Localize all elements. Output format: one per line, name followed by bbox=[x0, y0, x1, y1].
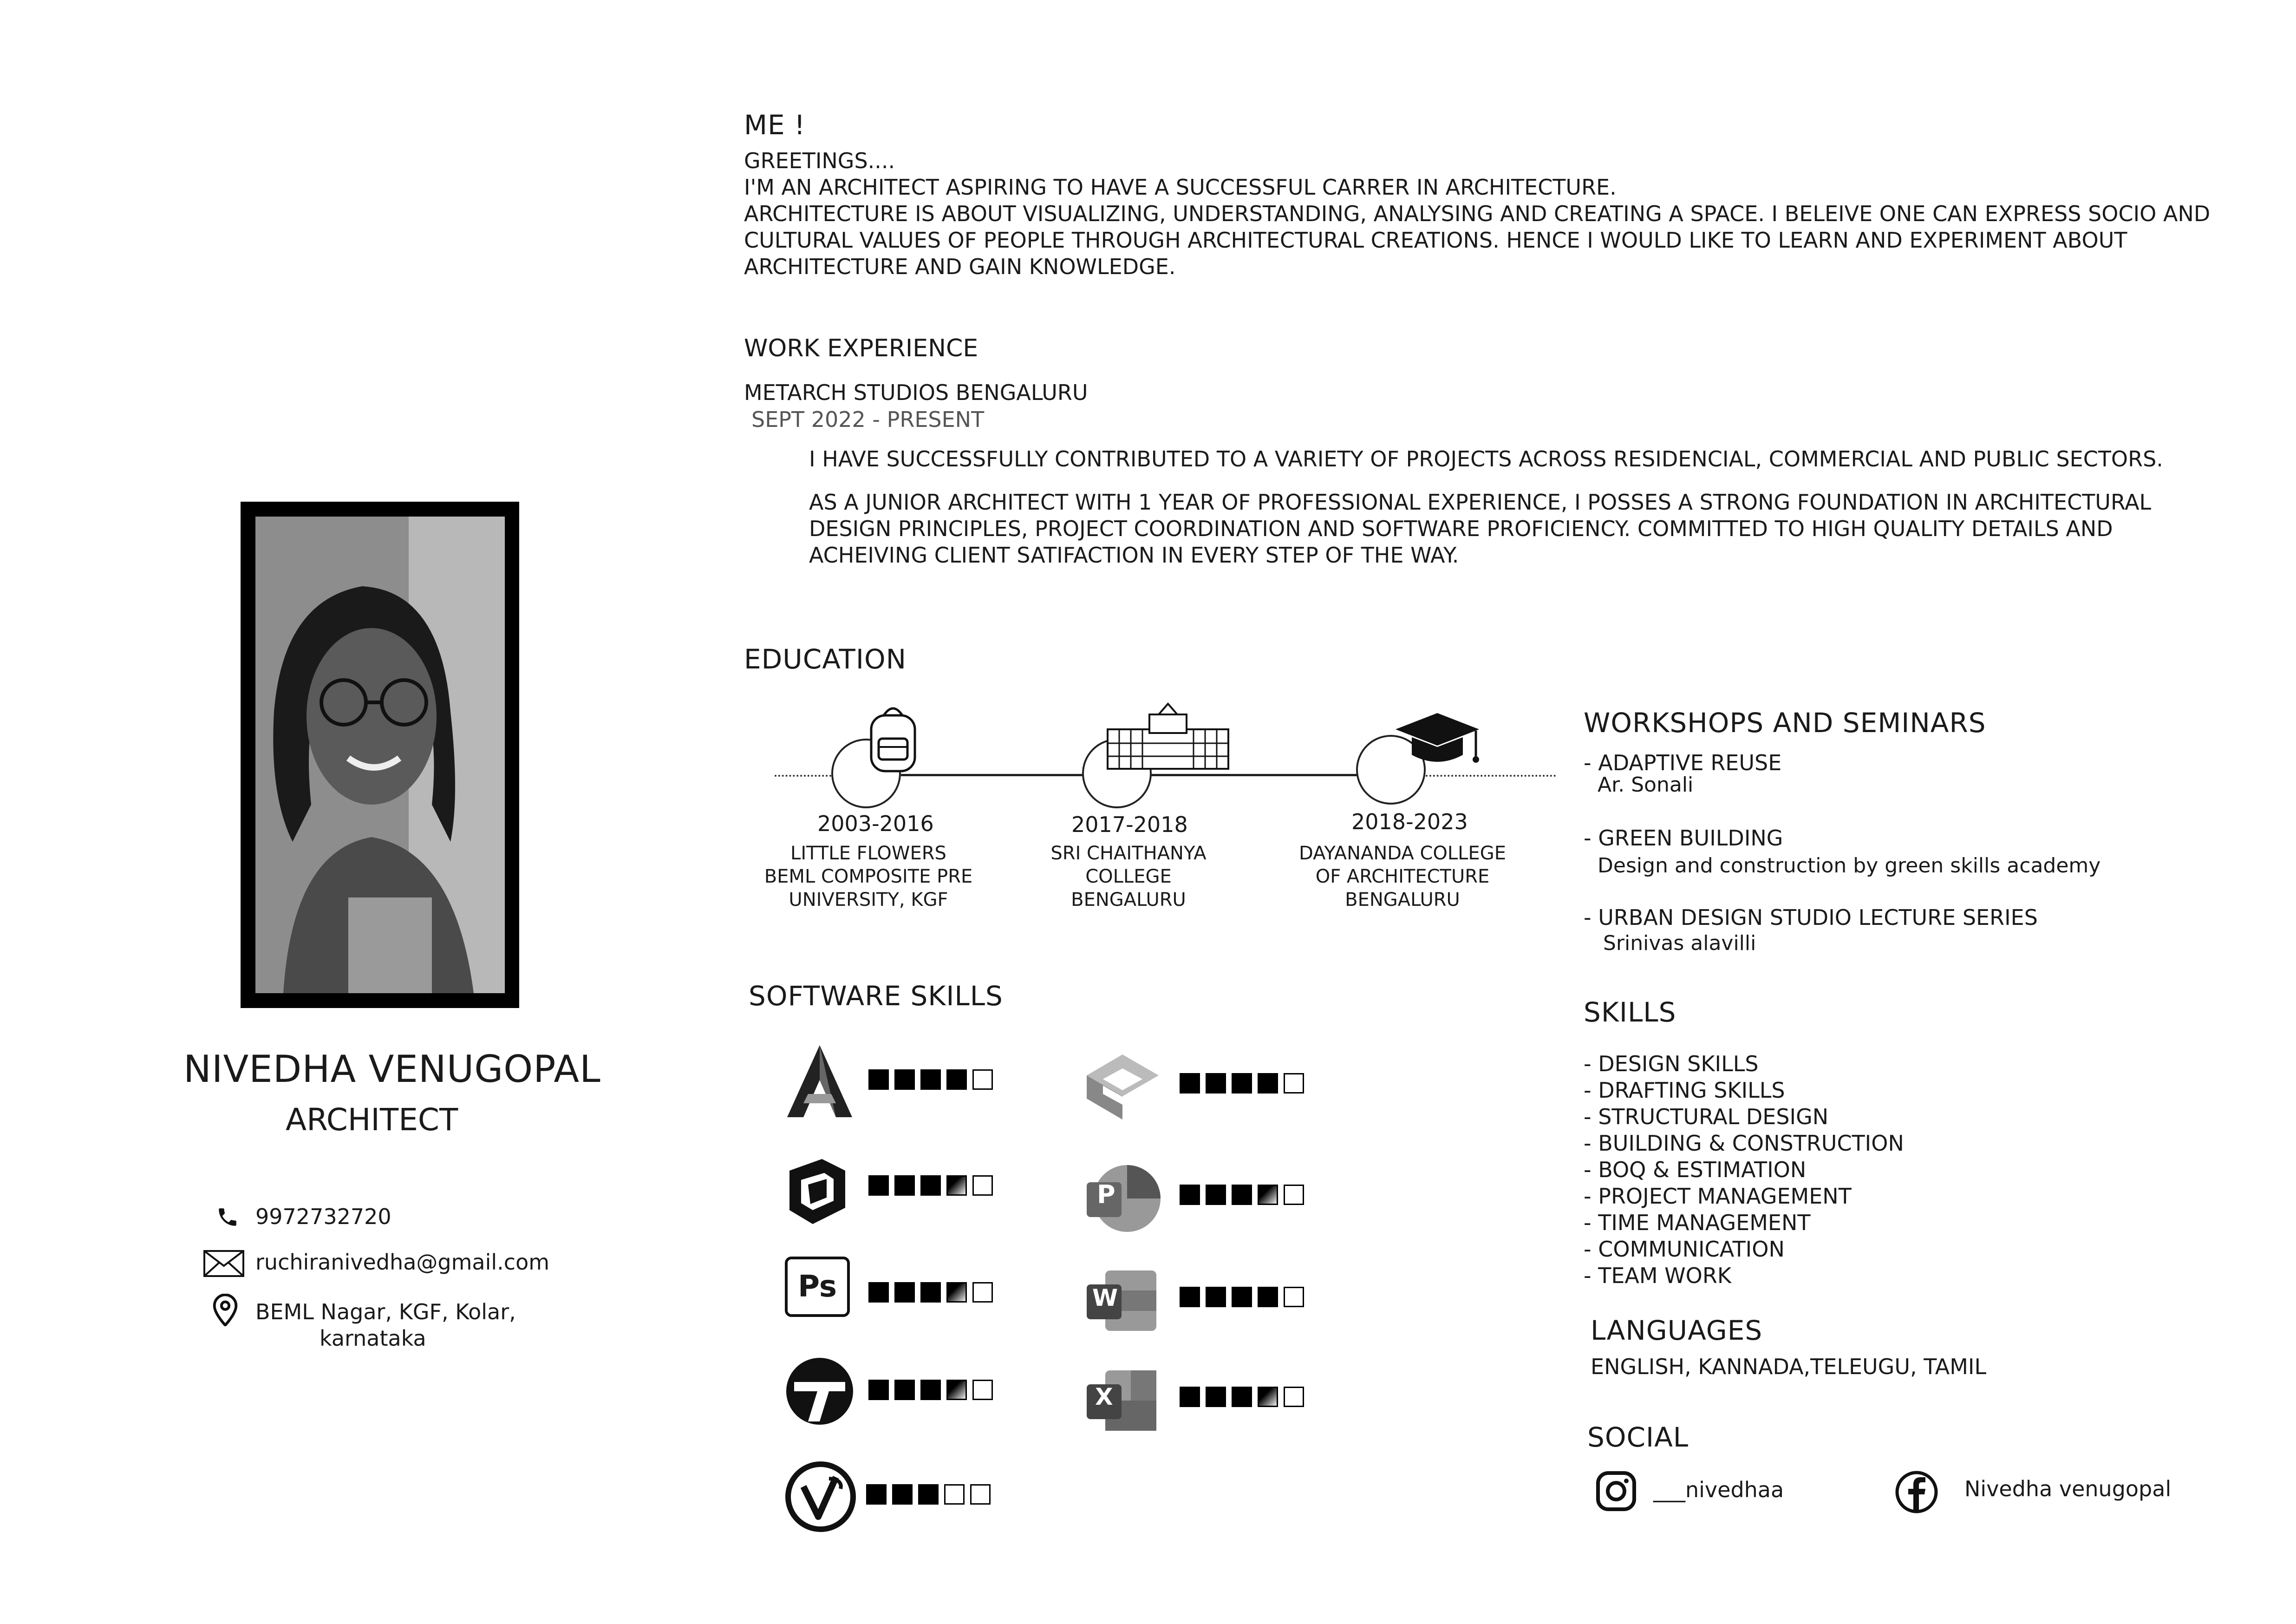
powerpoint-icon bbox=[1084, 1164, 1163, 1235]
education-years: 2003-2016 bbox=[817, 811, 934, 836]
education-line: BENGALURU bbox=[1345, 889, 1460, 910]
facebook-icon[interactable] bbox=[1895, 1470, 1939, 1516]
skill-level-box bbox=[1258, 1387, 1278, 1407]
skill-level-box bbox=[1284, 1073, 1304, 1094]
skill-item: - TEAM WORK bbox=[1584, 1263, 1731, 1288]
timeline-dotted-end bbox=[1426, 775, 1556, 777]
skill-level-box bbox=[892, 1484, 913, 1505]
education-line: BENGALURU bbox=[1071, 889, 1186, 910]
skill-level-box bbox=[946, 1282, 967, 1303]
address-line1: BEML Nagar, KGF, Kolar, bbox=[255, 1299, 516, 1324]
skill-level-box bbox=[1180, 1387, 1200, 1407]
skill-level-box bbox=[868, 1175, 889, 1196]
languages-heading: LANGUAGES bbox=[1591, 1315, 1763, 1346]
instagram-handle[interactable]: ___nivedhaa bbox=[1653, 1477, 1784, 1502]
education-line: UNIVERSITY, KGF bbox=[789, 889, 948, 910]
skill-level-box bbox=[894, 1175, 915, 1196]
work-company: METARCH STUDIOS BENGALURU bbox=[744, 380, 1088, 405]
skill-level-box bbox=[1232, 1287, 1252, 1307]
skill-level-box bbox=[1206, 1387, 1226, 1407]
skill-level-box bbox=[1258, 1287, 1278, 1307]
skill-item: - COMMUNICATION bbox=[1584, 1237, 1785, 1262]
work-line: DESIGN PRINCIPLES, PROJECT COORDINATION AND SOFTWARE PROFICIENCY. COMMITTED TO HIGH QUALITY DETAILS AND bbox=[809, 516, 2113, 541]
profile-title: ARCHITECT bbox=[286, 1102, 458, 1138]
facebook-name[interactable]: Nivedha venugopal bbox=[1964, 1476, 2172, 1501]
enscape-icon bbox=[1084, 1052, 1161, 1124]
skill-level-box bbox=[1232, 1387, 1252, 1407]
skill-meter bbox=[868, 1069, 993, 1090]
about-heading: ME ! bbox=[744, 109, 806, 141]
skill-level-box bbox=[1284, 1387, 1304, 1407]
workshops-heading: WORKSHOPS AND SEMINARS bbox=[1584, 707, 1986, 739]
skill-level-box bbox=[918, 1484, 939, 1505]
profile-name: NIVEDHA VENUGOPAL bbox=[183, 1048, 601, 1091]
twinmotion-icon bbox=[785, 1356, 854, 1428]
skill-level-box bbox=[946, 1175, 967, 1196]
phone-icon bbox=[216, 1205, 239, 1231]
sketchup-icon bbox=[785, 1157, 850, 1228]
skill-level-box bbox=[868, 1380, 889, 1400]
skill-meter bbox=[1180, 1185, 1304, 1205]
graduation-cap-icon bbox=[1391, 708, 1484, 771]
skill-level-box bbox=[970, 1484, 991, 1505]
about-line: CULTURAL VALUES OF PEOPLE THROUGH ARCHITECTURAL CREATIONS. HENCE I WOULD LIKE TO LEARN AND EXPERIMENT ABOUT bbox=[744, 228, 2127, 253]
word-letter: W bbox=[1092, 1284, 1118, 1311]
skill-level-box bbox=[946, 1380, 967, 1400]
work-heading: WORK EXPERIENCE bbox=[744, 334, 978, 362]
skills-heading: SKILLS bbox=[1584, 996, 1676, 1028]
skill-level-box bbox=[1180, 1287, 1200, 1307]
profile-photo bbox=[255, 517, 505, 993]
skill-level-box bbox=[972, 1069, 993, 1090]
skill-item: - TIME MANAGEMENT bbox=[1584, 1210, 1811, 1235]
education-institution bbox=[762, 842, 975, 911]
skill-level-box bbox=[1284, 1185, 1304, 1205]
skill-level-box bbox=[1232, 1073, 1252, 1094]
skill-level-box bbox=[1258, 1185, 1278, 1205]
skill-meter bbox=[1180, 1287, 1304, 1307]
skill-level-box bbox=[1206, 1185, 1226, 1205]
excel-letter: X bbox=[1095, 1383, 1113, 1410]
skill-level-box bbox=[894, 1282, 915, 1303]
skill-item: - DESIGN SKILLS bbox=[1584, 1051, 1759, 1076]
email-icon bbox=[203, 1250, 245, 1279]
software-heading: SOFTWARE SKILLS bbox=[749, 980, 1003, 1012]
work-line: AS A JUNIOR ARCHITECT WITH 1 YEAR OF PROFESSIONAL EXPERIENCE, I POSSES A STRONG FOUNDATION IN ARCHITECTURAL bbox=[809, 490, 2152, 515]
education-line: COLLEGE bbox=[1085, 866, 1172, 887]
skills-list bbox=[1584, 1051, 1904, 1289]
phone-number[interactable]: 9972732720 bbox=[255, 1204, 391, 1229]
skill-meter bbox=[1180, 1073, 1304, 1094]
instagram-icon[interactable] bbox=[1595, 1470, 1637, 1514]
skill-level-box bbox=[894, 1069, 915, 1090]
skill-level-box bbox=[920, 1380, 941, 1400]
skill-level-box bbox=[1284, 1287, 1304, 1307]
skill-level-box bbox=[944, 1484, 965, 1505]
college-building-icon bbox=[1103, 701, 1233, 773]
workshop-speaker: Ar. Sonali bbox=[1598, 773, 1694, 797]
autocad-icon bbox=[785, 1043, 854, 1121]
workshop-speaker: Srinivas alavilli bbox=[1603, 931, 1756, 955]
skill-level-box bbox=[920, 1282, 941, 1303]
timeline-dotted-start bbox=[775, 775, 835, 777]
education-line: SRI CHAITHANYA bbox=[1050, 843, 1207, 864]
education-years: 2017-2018 bbox=[1071, 812, 1188, 837]
photoshop-icon: Ps bbox=[785, 1257, 850, 1317]
vray-icon bbox=[785, 1461, 857, 1535]
about-line: ARCHITECTURE AND GAIN KNOWLEDGE. bbox=[744, 254, 1176, 279]
education-line: BEML COMPOSITE PRE bbox=[764, 866, 973, 887]
skill-meter bbox=[866, 1484, 991, 1505]
skill-level-box bbox=[1232, 1185, 1252, 1205]
skill-level-box bbox=[866, 1484, 887, 1505]
skill-level-box bbox=[920, 1069, 941, 1090]
powerpoint-letter: P bbox=[1097, 1180, 1115, 1209]
skill-level-box bbox=[1206, 1287, 1226, 1307]
work-paragraph-2 bbox=[809, 489, 2151, 569]
skill-level-box bbox=[1180, 1185, 1200, 1205]
education-institution bbox=[1022, 842, 1235, 911]
skill-level-box bbox=[894, 1380, 915, 1400]
skill-item: - BUILDING & CONSTRUCTION bbox=[1584, 1131, 1904, 1156]
workshop-title: - ADAPTIVE REUSE bbox=[1584, 750, 1782, 775]
skill-level-box bbox=[972, 1380, 993, 1400]
workshop-speaker: Design and construction by green skills academy bbox=[1598, 854, 2101, 877]
education-line: LITTLE FLOWERS bbox=[790, 843, 946, 864]
education-years: 2018-2023 bbox=[1351, 809, 1468, 834]
location-pin-icon bbox=[212, 1294, 238, 1328]
education-line: OF ARCHITECTURE bbox=[1315, 866, 1490, 887]
skill-meter bbox=[868, 1282, 993, 1303]
work-period: SEPT 2022 - PRESENT bbox=[751, 407, 985, 432]
skill-item: - DRAFTING SKILLS bbox=[1584, 1078, 1785, 1103]
email-address[interactable]: ruchiranivedha@gmail.com bbox=[255, 1250, 550, 1275]
skill-item: - STRUCTURAL DESIGN bbox=[1584, 1104, 1829, 1129]
about-text bbox=[744, 148, 2210, 280]
skill-item: - PROJECT MANAGEMENT bbox=[1584, 1184, 1852, 1209]
skill-level-box bbox=[868, 1282, 889, 1303]
education-line: DAYANANDA COLLEGE bbox=[1299, 843, 1506, 864]
backpack-icon bbox=[863, 701, 923, 778]
skill-meter bbox=[868, 1175, 993, 1196]
about-line: ARCHITECTURE IS ABOUT VISUALIZING, UNDERSTANDING, ANALYSING AND CREATING A SPACE. I BELEIVE ONE CAN EXPRESS SOCIO AND bbox=[744, 201, 2211, 226]
skill-item: - BOQ & ESTIMATION bbox=[1584, 1157, 1807, 1182]
about-line: GREETINGS.... bbox=[744, 148, 895, 173]
skill-level-box bbox=[946, 1069, 967, 1090]
skill-level-box bbox=[920, 1175, 941, 1196]
workshop-title: - GREEN BUILDING bbox=[1584, 825, 1783, 851]
skill-level-box bbox=[972, 1175, 993, 1196]
skill-meter bbox=[868, 1380, 993, 1400]
skill-level-box bbox=[1180, 1073, 1200, 1094]
about-line: I'M AN ARCHITECT ASPIRING TO HAVE A SUCCESSFUL CARRER IN ARCHITECTURE. bbox=[744, 175, 1617, 200]
workshop-title: - URBAN DESIGN STUDIO LECTURE SERIES bbox=[1584, 905, 2038, 930]
skill-meter bbox=[1180, 1387, 1304, 1407]
skill-level-box bbox=[1258, 1073, 1278, 1094]
education-heading: EDUCATION bbox=[744, 643, 907, 675]
skill-level-box bbox=[1206, 1073, 1226, 1094]
work-line: ACHEIVING CLIENT SATIFACTION IN EVERY STEP OF THE WAY. bbox=[809, 543, 1459, 568]
address-line2: karnataka bbox=[320, 1326, 426, 1351]
work-paragraph-1: I HAVE SUCCESSFULLY CONTRIBUTED TO A VARIETY OF PROJECTS ACROSS RESIDENCIAL, COMMERCIAL AND PUBLIC SECTORS. bbox=[809, 446, 2163, 471]
social-heading: SOCIAL bbox=[1587, 1421, 1689, 1453]
skill-level-box bbox=[972, 1282, 993, 1303]
languages-list: ENGLISH, KANNADA,TELEUGU, TAMIL bbox=[1591, 1354, 1987, 1379]
skill-level-box bbox=[868, 1069, 889, 1090]
education-institution bbox=[1296, 842, 1509, 911]
